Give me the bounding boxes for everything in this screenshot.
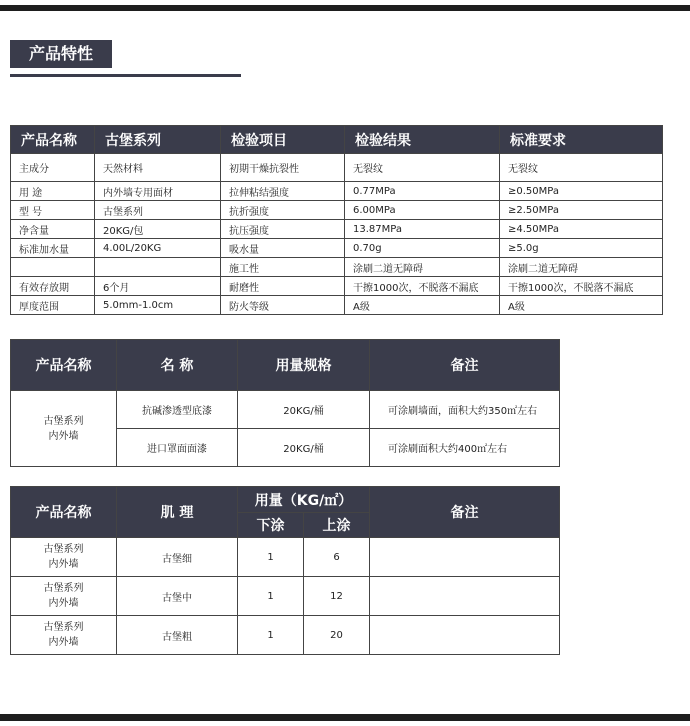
header-cell: 用量规格 <box>238 340 370 391</box>
table-cell: 古堡粗 <box>117 616 238 655</box>
table-cell: 无裂纹 <box>345 154 500 182</box>
table-cell: ≥5.0g <box>500 239 663 258</box>
header-cell: 备注 <box>370 487 560 538</box>
table-row <box>11 258 663 277</box>
section-title-underline <box>10 74 241 77</box>
table-cell: 6 <box>304 538 370 577</box>
usage-header-row <box>11 487 560 513</box>
table-cell: 抗折强度 <box>221 201 345 220</box>
table-row <box>11 154 663 182</box>
product-line1: 古堡系列 <box>43 583 84 594</box>
header-cell: 检验结果 <box>345 126 500 154</box>
product-line1: 古堡系列 <box>43 415 84 427</box>
product-line1: 古堡系列 <box>43 622 84 633</box>
product-name-cell <box>11 616 117 655</box>
table-cell: A级 <box>500 296 663 315</box>
table-cell: 6.00MPa <box>345 201 500 220</box>
top-border-bar <box>0 5 690 11</box>
table-row <box>11 201 663 220</box>
table-cell: 4.00L/20KG <box>95 239 221 258</box>
table-cell: 1 <box>238 538 304 577</box>
product-name-cell <box>11 577 117 616</box>
table-cell: 吸水量 <box>221 239 345 258</box>
header-cell: 名 称 <box>117 340 238 391</box>
bottom-border-bar <box>0 714 690 721</box>
table-cell: 20KG/桶 <box>238 391 370 429</box>
table-cell: 1 <box>238 577 304 616</box>
table-row <box>11 239 663 258</box>
table-cell: 可涂刷面积大约400㎡左右 <box>370 429 560 467</box>
table-row <box>11 220 663 239</box>
table-cell: 用 途 <box>11 182 95 201</box>
table-cell: 抗碱渗透型底漆 <box>117 391 238 429</box>
table-row <box>11 296 663 315</box>
product-name-cell <box>11 538 117 577</box>
header-cell: 标准要求 <box>500 126 663 154</box>
table-cell: 0.77MPa <box>345 182 500 201</box>
table-cell: ≥4.50MPa <box>500 220 663 239</box>
table-cell <box>370 577 560 616</box>
table-cell: 6个月 <box>95 277 221 296</box>
table-cell <box>370 538 560 577</box>
table-row <box>11 277 663 296</box>
header-cell: 产品名称 <box>11 126 95 154</box>
table-cell: 有效存放期 <box>11 277 95 296</box>
product-line2: 内外墙 <box>48 559 79 570</box>
table-cell: 5.0mm-1.0cm <box>95 296 221 315</box>
table-cell: 20KG/包 <box>95 220 221 239</box>
product-line2: 内外墙 <box>48 598 79 609</box>
table-cell: 干擦1000次，不脱落不漏底 <box>345 277 500 296</box>
product-name-cell <box>11 391 117 467</box>
table-cell: 内外墙专用面材 <box>95 182 221 201</box>
table-cell: 主成分 <box>11 154 95 182</box>
product-line2: 内外墙 <box>48 637 79 648</box>
table-cell: 古堡系列 <box>95 201 221 220</box>
table-cell <box>11 258 95 277</box>
table-cell: 型 号 <box>11 201 95 220</box>
header-cell: 下涂 <box>238 513 304 538</box>
materials-table <box>10 339 560 467</box>
table-cell: 13.87MPa <box>345 220 500 239</box>
table-cell <box>95 258 221 277</box>
table-cell: 抗压强度 <box>221 220 345 239</box>
table-cell: 1 <box>238 616 304 655</box>
table-cell: 20KG/桶 <box>238 429 370 467</box>
header-cell: 用量（KG/㎡） <box>238 487 370 513</box>
table-cell: 可涂刷墙面，面积大约350㎡左右 <box>370 391 560 429</box>
table-cell: 防火等级 <box>221 296 345 315</box>
header-cell: 备注 <box>370 340 560 391</box>
table-cell: 初期干燥抗裂性 <box>221 154 345 182</box>
usage-table <box>10 486 560 655</box>
table-cell: ≥2.50MPa <box>500 201 663 220</box>
table-row <box>11 538 560 577</box>
table-cell: ≥0.50MPa <box>500 182 663 201</box>
header-cell: 古堡系列 <box>95 126 221 154</box>
table-cell: 古堡细 <box>117 538 238 577</box>
table-cell: 0.70g <box>345 239 500 258</box>
table-cell: 拉伸粘结强度 <box>221 182 345 201</box>
header-cell: 产品名称 <box>11 340 117 391</box>
header-cell: 上涂 <box>304 513 370 538</box>
table-cell: 涂刷二道无障碍 <box>345 258 500 277</box>
section-title: 产品特性 <box>10 40 112 68</box>
table-cell: 12 <box>304 577 370 616</box>
table-cell: 古堡中 <box>117 577 238 616</box>
table-cell: 20 <box>304 616 370 655</box>
materials-header-row <box>11 340 560 391</box>
table-row <box>11 577 560 616</box>
header-cell: 肌 理 <box>117 487 238 538</box>
table-cell: 厚度范围 <box>11 296 95 315</box>
table-cell <box>370 616 560 655</box>
table-cell: 净含量 <box>11 220 95 239</box>
properties-table <box>10 125 663 315</box>
header-cell: 检验项目 <box>221 126 345 154</box>
table-row <box>11 391 560 429</box>
table-cell: 施工性 <box>221 258 345 277</box>
table-row <box>11 182 663 201</box>
table-cell: A级 <box>345 296 500 315</box>
table-cell: 天然材料 <box>95 154 221 182</box>
product-line2: 内外墙 <box>48 430 79 442</box>
table-cell: 涂刷二道无障碍 <box>500 258 663 277</box>
table-cell: 干擦1000次，不脱落不漏底 <box>500 277 663 296</box>
table-cell: 无裂纹 <box>500 154 663 182</box>
table-cell: 标准加水量 <box>11 239 95 258</box>
properties-header-row <box>11 126 663 154</box>
header-cell: 产品名称 <box>11 487 117 538</box>
table-cell: 耐磨性 <box>221 277 345 296</box>
table-row <box>11 616 560 655</box>
table-cell: 进口罩面面漆 <box>117 429 238 467</box>
product-line1: 古堡系列 <box>43 544 84 555</box>
